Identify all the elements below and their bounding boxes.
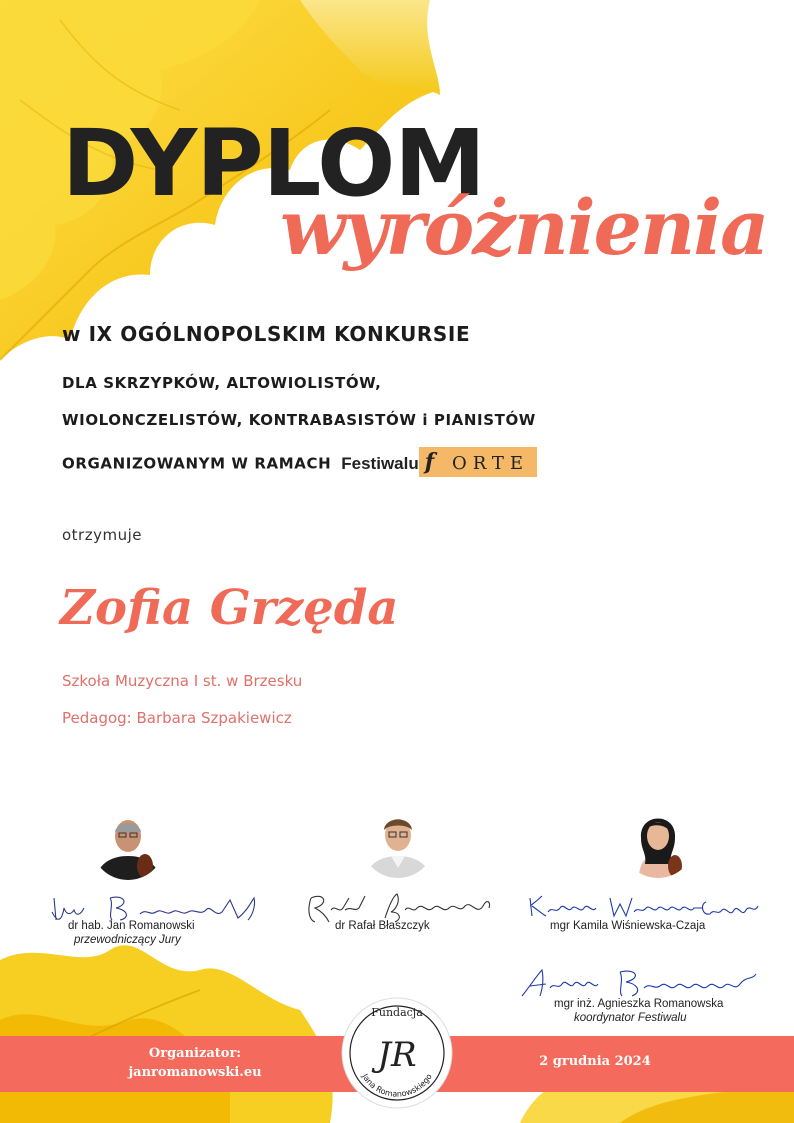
- svg-text:JR: JR: [377, 1035, 417, 1075]
- organizer-site: janromanowski.eu: [128, 1065, 262, 1080]
- organized-within-text: ORGANIZOWANYM W RAMACH: [62, 454, 332, 473]
- signatory-4-name: mgr inż. Agnieszka Romanowska: [554, 998, 724, 1010]
- festival-word: Festiwalu: [341, 453, 419, 473]
- jury-photo-2: [361, 804, 435, 878]
- signatory-1-role: przewodniczący Jury: [74, 934, 181, 946]
- signatory-4-role: koordynator Festiwalu: [574, 1012, 687, 1024]
- svg-text:Jana Romanowskiego: Jana Romanowskiego: [360, 1072, 434, 1099]
- organizer-label: Organizator:: [148, 1046, 242, 1061]
- signatory-3-name: mgr Kamila Wiśniewska-Czaja: [550, 920, 706, 932]
- forte-logo: [419, 447, 537, 477]
- competition-line-1: w IX OGÓLNOPOLSKIM KONKURSIE: [62, 322, 471, 346]
- jury-photo-1: [91, 806, 165, 880]
- competition-line-3: WIOLONCZELISTÓW, KONTRABASISTÓW i PIANISTÓW: [62, 411, 536, 429]
- diploma-subtitle: wyróżnienia: [280, 183, 768, 272]
- jury-photo-3: [621, 804, 695, 878]
- diploma-title: DYPLOM: [62, 110, 485, 217]
- recipient-school: Szkoła Muzyczna I st. w Brzesku: [62, 672, 303, 690]
- competition-line-4: [62, 449, 537, 479]
- recipient-teacher: Pedagog: Barbara Szpakiewicz: [62, 709, 292, 727]
- organizer-block: [120, 1044, 270, 1082]
- signatory-1-name: dr hab. Jan Romanowski: [68, 920, 195, 932]
- foundation-seal-logo: [340, 996, 454, 1110]
- signatory-2-name: dr Rafał Błaszczyk: [335, 920, 430, 932]
- svg-text:Fundacja: Fundacja: [371, 1006, 423, 1019]
- award-date: 2 grudnia 2024: [539, 1054, 651, 1069]
- signature-agnieszka-romanowska: [520, 966, 760, 1002]
- forte-logo-rest: ORTE: [451, 453, 530, 474]
- receives-label: otrzymuje: [62, 526, 142, 544]
- forte-logo-f: f: [424, 449, 441, 475]
- signature-kamila-wisniewska-czaja: [526, 892, 762, 922]
- recipient-name: Zofia Grzęda: [60, 580, 399, 636]
- competition-line-2: DLA SKRZYPKÓW, ALTOWIOLISTÓW,: [62, 374, 382, 392]
